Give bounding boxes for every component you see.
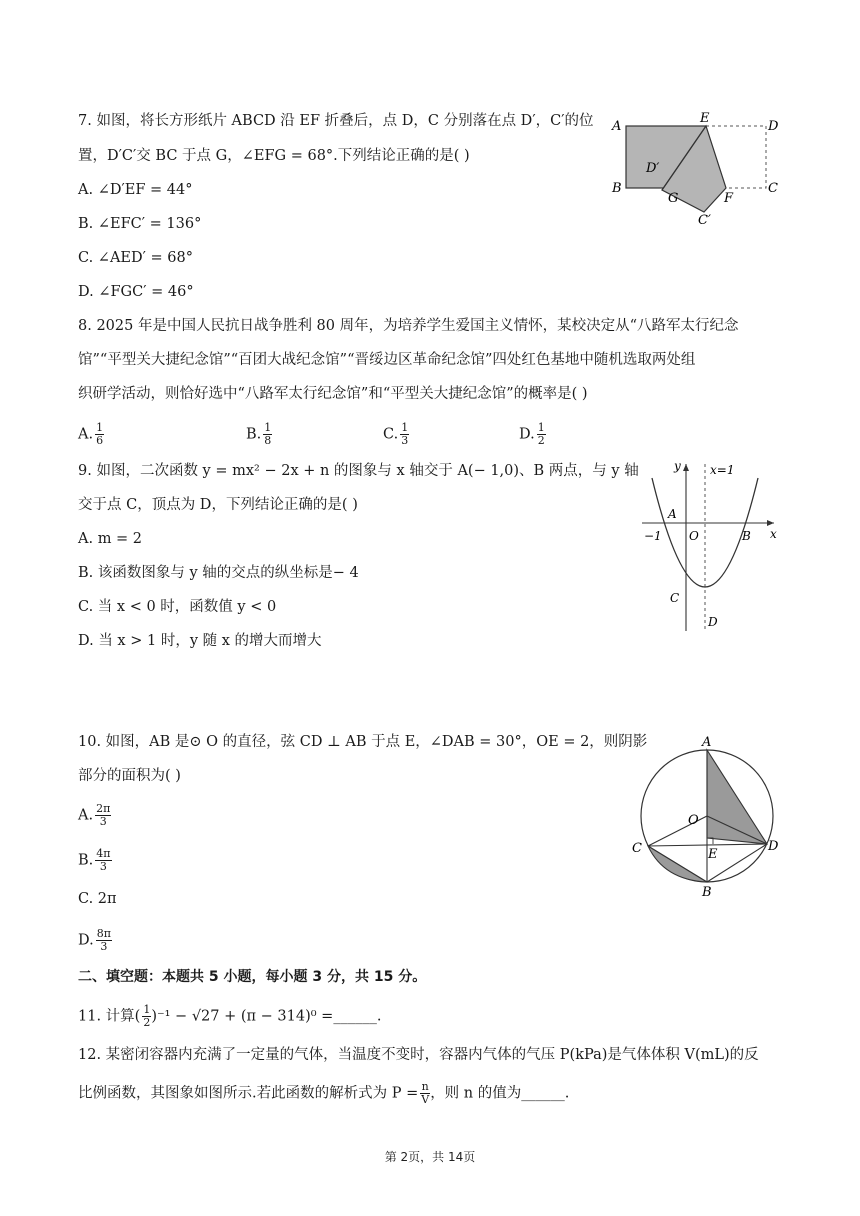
q10-option-b: B. $\frac{4\pi}{3}$ [78, 847, 111, 873]
q10-figure [624, 730, 790, 906]
q8-stem-line1: 8. 2025 年是中国人民抗日战争胜利 80 周年，为培养学生爱国主义情怀，某校决定从“八路军太行纪念 [78, 318, 739, 334]
q10-label-o: O [688, 813, 699, 828]
q7-label-a: A [612, 119, 622, 134]
q7-figure [604, 108, 790, 236]
q8-stem-line3: 织研学活动，则恰好选中“八路军太行纪念馆”和“平型关大捷纪念馆”的概率是( ) [78, 386, 588, 402]
q10-label-a: A [702, 735, 712, 750]
q10-stem-line2: 部分的面积为( ) [78, 768, 181, 784]
q10-label-b: B [702, 885, 712, 900]
q9-figure [634, 456, 784, 640]
section-2-heading: 二、填空题：本题共 5 小题，每小题 3 分，共 15 分。 [78, 969, 427, 985]
q7-label-c: C [768, 181, 778, 196]
q7-option-c: C. ∠AED′ = 68° [78, 250, 193, 266]
q9-label-x1: x=1 [710, 463, 735, 477]
q10-label-d: D [768, 839, 779, 854]
q10-option-c: C. 2π [78, 891, 117, 907]
q10-label-e: E [708, 847, 718, 862]
q10-stem-line1: 10. 如图，AB 是⊙ O 的直径，弦 CD ⊥ AB 于点 E，∠DAB = 30°，OE = 2，则阴影 [78, 734, 648, 750]
q9-label-x: x [770, 527, 777, 541]
q7-stem-line2: 置，D′C′交 BC 于点 G，∠EFG = 68°.下列结论正确的是( ) [78, 148, 470, 164]
q8-option-a: A. $\frac{1}{6}$ [78, 421, 104, 447]
q9-label-d: D [708, 615, 718, 629]
q7-option-a: A. ∠D′EF = 44° [78, 182, 193, 198]
q7-label-b: B [612, 181, 622, 196]
q7-label-f: F [724, 191, 734, 206]
q9-option-c: C. 当 x < 0 时，函数值 y < 0 [78, 599, 277, 615]
q7-label-dprime: D′ [646, 161, 660, 176]
q7-label-d: D [768, 119, 779, 134]
q10-option-a: A. $\frac{2\pi}{3}$ [78, 802, 111, 828]
q9-label-a: A [668, 507, 677, 521]
q7-label-e: E [700, 111, 710, 126]
q9-stem-line2: 交于点 C，顶点为 D，下列结论正确的是( ) [78, 497, 358, 513]
q9-stem-line1: 9. 如图，二次函数 y = mx² − 2x + n 的图象与 x 轴交于 A(− 1,0)、B 两点，与 y 轴 [78, 463, 639, 479]
q9-option-a: A. m = 2 [78, 531, 143, 547]
q7-stem-line1: 7. 如图，将长方形纸片 ABCD 沿 EF 折叠后，点 D，C 分别落在点 D′，C′的位 [78, 113, 594, 129]
q9-label-c: C [670, 591, 680, 605]
q9-option-d: D. 当 x > 1 时，y 随 x 的增大而增大 [78, 633, 322, 649]
q8-option-d: D. $\frac{1}{2}$ [519, 421, 545, 447]
q7-label-cprime: C′ [698, 213, 711, 228]
q9-label-minus1: −1 [644, 529, 662, 543]
page-footer: 第 2页，共 14页 [384, 1150, 476, 1164]
q7-option-d: D. ∠FGC′ = 46° [78, 284, 194, 300]
q9-label-o: O [689, 529, 699, 543]
q8-stem-line2: 馆”“平型关大捷纪念馆”“百团大战纪念馆”“晋绥边区革命纪念馆”四处红色基地中随机选取两处组 [78, 352, 696, 368]
q12-stem-line1: 12. 某密闭容器内充满了一定量的气体，当温度不变时，容器内气体的气压 P(kPa)是气体体积 V(mL)的反 [78, 1047, 759, 1063]
q9-label-y: y [674, 459, 681, 473]
q10-option-d: D. $\frac{8\pi}{3}$ [78, 927, 111, 953]
q7-label-g: G [668, 191, 679, 206]
q9-option-b: B. 该函数图象与 y 轴的交点的纵坐标是− 4 [78, 565, 359, 581]
q12-stem-line2: 比例函数，其图象如图所示.若此函数的解析式为 P = $\frac{n}{V}$ ，则 n 的值为______. [78, 1080, 570, 1106]
q8-option-b: B. $\frac{1}{8}$ [246, 421, 272, 447]
q9-label-b: B [742, 529, 751, 543]
q11-stem: 11. 计算( $\frac{1}{2}$ )⁻¹ − √27 + (π − 314)⁰ =______. [78, 1003, 382, 1029]
q7-option-b: B. ∠EFC′ = 136° [78, 216, 202, 232]
q10-label-c: C [632, 841, 642, 856]
q8-option-c: C. $\frac{1}{3}$ [383, 421, 409, 447]
